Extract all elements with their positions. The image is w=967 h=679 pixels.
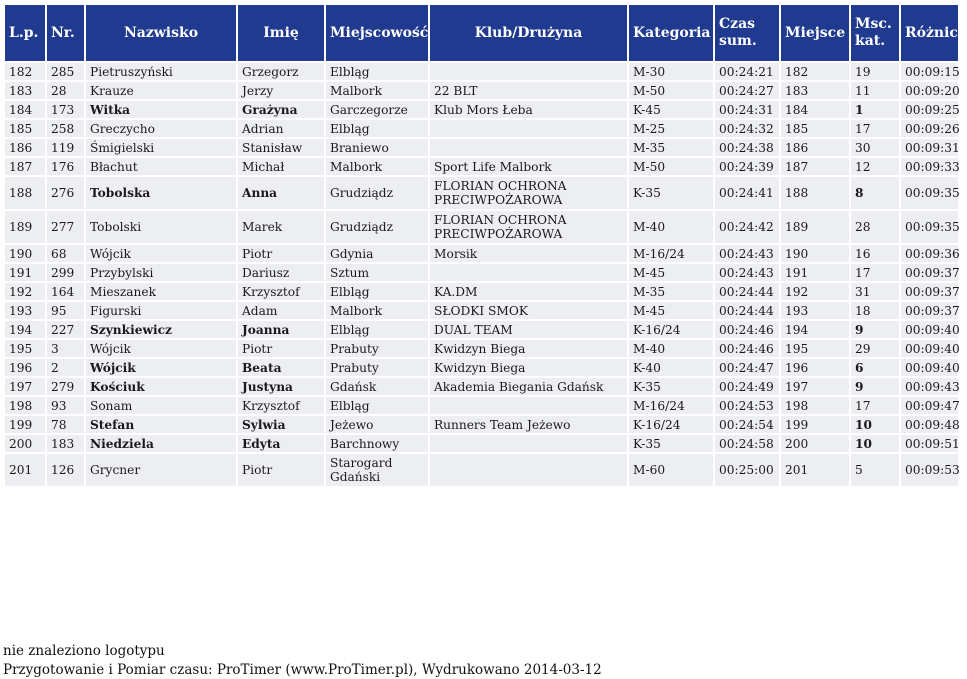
cell-kat: M-60 [629, 454, 713, 486]
cell-klub: 22 BLT [430, 82, 627, 99]
cell-roznica: 00:09:40 [901, 321, 958, 338]
cell-lp: 197 [5, 378, 45, 395]
cell-czas: 00:24:44 [715, 302, 779, 319]
cell-kat: M-16/24 [629, 397, 713, 414]
cell-miejscowosc: Gdynia [326, 245, 428, 262]
cell-imie: Beata [238, 359, 324, 376]
cell-miejscowosc: Elbląg [326, 321, 428, 338]
table-row [5, 435, 958, 452]
cell-miejsce: 192 [781, 283, 849, 300]
cell-nr: 2 [47, 359, 84, 376]
cell-lp: 194 [5, 321, 45, 338]
cell-nazwisko: Figurski [86, 302, 236, 319]
cell-imie: Dariusz [238, 264, 324, 281]
cell-miejscowosc: Grudziądz [326, 177, 428, 209]
cell-miejscowosc: Gdańsk [326, 378, 428, 395]
table-row [5, 321, 958, 338]
cell-czas: 00:24:43 [715, 264, 779, 281]
cell-imie: Krzysztof [238, 283, 324, 300]
table-row [5, 211, 958, 243]
cell-miejsce: 186 [781, 139, 849, 156]
cell-nazwisko: Pietruszyński [86, 63, 236, 80]
cell-miejscowosc: Jeżewo [326, 416, 428, 433]
cell-roznica: 00:09:37 [901, 283, 958, 300]
cell-imie: Piotr [238, 245, 324, 262]
header-imie: Imię [238, 5, 324, 61]
cell-imie: Stanisław [238, 139, 324, 156]
cell-nr: 126 [47, 454, 84, 486]
cell-roznica: 00:09:43 [901, 378, 958, 395]
cell-czas: 00:24:31 [715, 101, 779, 118]
table-row [5, 302, 958, 319]
cell-roznica: 00:09:51 [901, 435, 958, 452]
cell-miejscowosc: Barchnowy [326, 435, 428, 452]
cell-msckat: 18 [851, 302, 899, 319]
results-body [5, 63, 958, 486]
cell-kat: M-40 [629, 211, 713, 243]
header-lp: L.p. [5, 5, 45, 61]
cell-imie: Joanna [238, 321, 324, 338]
header-klub: Klub/Drużyna [430, 5, 627, 61]
cell-kat: M-35 [629, 283, 713, 300]
cell-czas: 00:24:44 [715, 283, 779, 300]
cell-miejsce: 194 [781, 321, 849, 338]
cell-czas: 00:24:49 [715, 378, 779, 395]
cell-kat: M-30 [629, 63, 713, 80]
cell-roznica: 00:09:26 [901, 120, 958, 137]
cell-nazwisko: Niedziela [86, 435, 236, 452]
table-row [5, 63, 958, 80]
cell-miejsce: 196 [781, 359, 849, 376]
cell-nazwisko: Krauze [86, 82, 236, 99]
cell-miejsce: 188 [781, 177, 849, 209]
cell-imie: Adam [238, 302, 324, 319]
cell-kat: M-50 [629, 82, 713, 99]
cell-kat: K-35 [629, 177, 713, 209]
cell-roznica: 00:09:37 [901, 264, 958, 281]
cell-lp: 193 [5, 302, 45, 319]
cell-lp: 195 [5, 340, 45, 357]
cell-nr: 276 [47, 177, 84, 209]
cell-czas: 00:24:41 [715, 177, 779, 209]
cell-nazwisko: Wójcik [86, 340, 236, 357]
cell-klub: Sport Life Malbork [430, 158, 627, 175]
logo-note: nie znaleziono logotypu [3, 643, 165, 659]
cell-msckat: 6 [851, 359, 899, 376]
cell-miejscowosc: Sztum [326, 264, 428, 281]
cell-imie: Marek [238, 211, 324, 243]
cell-klub: DUAL TEAM [430, 321, 627, 338]
cell-lp: 183 [5, 82, 45, 99]
cell-roznica: 00:09:40 [901, 340, 958, 357]
cell-miejscowosc: Grudziądz [326, 211, 428, 243]
cell-czas: 00:24:39 [715, 158, 779, 175]
cell-miejsce: 183 [781, 82, 849, 99]
cell-msckat: 29 [851, 340, 899, 357]
cell-roznica: 00:09:31 [901, 139, 958, 156]
cell-klub: FLORIAN OCHRONA PRECIWPOŻAROWA [430, 211, 627, 243]
cell-msckat: 5 [851, 454, 899, 486]
cell-miejscowosc: Garczegorze [326, 101, 428, 118]
cell-miejscowosc: Prabuty [326, 359, 428, 376]
cell-msckat: 10 [851, 435, 899, 452]
cell-kat: K-35 [629, 435, 713, 452]
cell-roznica: 00:09:36 [901, 245, 958, 262]
cell-nr: 173 [47, 101, 84, 118]
cell-nr: 285 [47, 63, 84, 80]
cell-roznica: 00:09:35 [901, 177, 958, 209]
cell-imie: Anna [238, 177, 324, 209]
cell-czas: 00:24:21 [715, 63, 779, 80]
cell-klub [430, 120, 627, 137]
header-nazwisko: Nazwisko [86, 5, 236, 61]
table-row [5, 177, 958, 209]
header-miejsce: Miejsce [781, 5, 849, 61]
cell-msckat: 17 [851, 264, 899, 281]
cell-klub [430, 63, 627, 80]
cell-roznica: 00:09:35 [901, 211, 958, 243]
table-row [5, 340, 958, 357]
cell-klub: Klub Mors Łeba [430, 101, 627, 118]
cell-roznica: 00:09:33 [901, 158, 958, 175]
cell-klub [430, 435, 627, 452]
cell-czas: 00:24:27 [715, 82, 779, 99]
cell-imie: Sylwia [238, 416, 324, 433]
table-row [5, 264, 958, 281]
cell-msckat: 30 [851, 139, 899, 156]
cell-lp: 198 [5, 397, 45, 414]
cell-nr: 78 [47, 416, 84, 433]
cell-nazwisko: Kościuk [86, 378, 236, 395]
cell-lp: 190 [5, 245, 45, 262]
cell-roznica: 00:09:20 [901, 82, 958, 99]
cell-klub [430, 397, 627, 414]
cell-czas: 00:24:46 [715, 321, 779, 338]
header-kategoria: Kategoria [629, 5, 713, 61]
cell-nr: 277 [47, 211, 84, 243]
cell-msckat: 28 [851, 211, 899, 243]
cell-klub: FLORIAN OCHRONA PRECIWPOŻAROWA [430, 177, 627, 209]
cell-miejsce: 184 [781, 101, 849, 118]
cell-kat: K-16/24 [629, 416, 713, 433]
header-miejscowosc: Miejscowość [326, 5, 428, 61]
header-row [5, 5, 958, 61]
cell-roznica: 00:09:25 [901, 101, 958, 118]
cell-miejsce: 187 [781, 158, 849, 175]
cell-msckat: 9 [851, 378, 899, 395]
cell-kat: M-50 [629, 158, 713, 175]
cell-klub: KA.DM [430, 283, 627, 300]
cell-czas: 00:24:58 [715, 435, 779, 452]
cell-kat: K-16/24 [629, 321, 713, 338]
cell-nr: 3 [47, 340, 84, 357]
cell-nazwisko: Tobolski [86, 211, 236, 243]
cell-lp: 187 [5, 158, 45, 175]
cell-nazwisko: Szynkiewicz [86, 321, 236, 338]
header-nr: Nr. [47, 5, 84, 61]
footer-credits: Przygotowanie i Pomiar czasu: ProTimer (www.ProTimer.pl), Wydrukowano 2014-03-12 [3, 662, 602, 678]
cell-klub: Kwidzyn Biega [430, 359, 627, 376]
cell-nazwisko: Wójcik [86, 359, 236, 376]
header-msc-kat: Msc. kat. [851, 5, 899, 61]
cell-msckat: 8 [851, 177, 899, 209]
cell-klub: Runners Team Jeżewo [430, 416, 627, 433]
cell-czas: 00:25:00 [715, 454, 779, 486]
cell-imie: Grażyna [238, 101, 324, 118]
cell-lp: 191 [5, 264, 45, 281]
cell-imie: Justyna [238, 378, 324, 395]
cell-lp: 192 [5, 283, 45, 300]
cell-miejsce: 197 [781, 378, 849, 395]
cell-nazwisko: Mieszanek [86, 283, 236, 300]
cell-nazwisko: Śmigielski [86, 139, 236, 156]
cell-nr: 28 [47, 82, 84, 99]
cell-msckat: 10 [851, 416, 899, 433]
cell-msckat: 16 [851, 245, 899, 262]
cell-roznica: 00:09:47 [901, 397, 958, 414]
cell-klub: Kwidzyn Biega [430, 340, 627, 357]
table-row [5, 378, 958, 395]
cell-roznica: 00:09:48 [901, 416, 958, 433]
cell-czas: 00:24:53 [715, 397, 779, 414]
cell-imie: Adrian [238, 120, 324, 137]
cell-msckat: 11 [851, 82, 899, 99]
cell-miejscowosc: Elbląg [326, 63, 428, 80]
cell-roznica: 00:09:37 [901, 302, 958, 319]
cell-roznica: 00:09:40 [901, 359, 958, 376]
cell-kat: M-25 [629, 120, 713, 137]
cell-lp: 199 [5, 416, 45, 433]
cell-kat: K-40 [629, 359, 713, 376]
cell-miejsce: 198 [781, 397, 849, 414]
cell-nazwisko: Tobolska [86, 177, 236, 209]
cell-kat: M-35 [629, 139, 713, 156]
cell-imie: Michał [238, 158, 324, 175]
cell-imie: Edyta [238, 435, 324, 452]
cell-miejsce: 189 [781, 211, 849, 243]
cell-klub [430, 264, 627, 281]
cell-kat: M-45 [629, 264, 713, 281]
cell-kat: K-35 [629, 378, 713, 395]
cell-miejscowosc: Braniewo [326, 139, 428, 156]
cell-roznica: 00:09:53 [901, 454, 958, 486]
cell-nr: 183 [47, 435, 84, 452]
cell-miejscowosc: Malbork [326, 302, 428, 319]
cell-czas: 00:24:32 [715, 120, 779, 137]
cell-miejscowosc: Elbląg [326, 397, 428, 414]
results-table [3, 3, 967, 488]
cell-miejscowosc: Prabuty [326, 340, 428, 357]
cell-czas: 00:24:47 [715, 359, 779, 376]
table-row [5, 359, 958, 376]
cell-nazwisko: Wójcik [86, 245, 236, 262]
cell-nazwisko: Grycner [86, 454, 236, 486]
table-row [5, 416, 958, 433]
cell-miejsce: 199 [781, 416, 849, 433]
cell-czas: 00:24:43 [715, 245, 779, 262]
cell-miejsce: 182 [781, 63, 849, 80]
cell-nazwisko: Przybylski [86, 264, 236, 281]
cell-klub: SŁODKI SMOK [430, 302, 627, 319]
cell-lp: 185 [5, 120, 45, 137]
cell-nr: 279 [47, 378, 84, 395]
cell-miejsce: 201 [781, 454, 849, 486]
cell-msckat: 19 [851, 63, 899, 80]
cell-klub [430, 139, 627, 156]
cell-imie: Jerzy [238, 82, 324, 99]
cell-nr: 227 [47, 321, 84, 338]
cell-miejsce: 193 [781, 302, 849, 319]
cell-lp: 200 [5, 435, 45, 452]
cell-klub: Akademia Biegania Gdańsk [430, 378, 627, 395]
header-roznica: Różnica [901, 5, 958, 61]
cell-miejsce: 195 [781, 340, 849, 357]
cell-imie: Piotr [238, 454, 324, 486]
cell-nr: 93 [47, 397, 84, 414]
cell-msckat: 17 [851, 120, 899, 137]
cell-lp: 188 [5, 177, 45, 209]
cell-nr: 164 [47, 283, 84, 300]
cell-nazwisko: Stefan [86, 416, 236, 433]
cell-nr: 119 [47, 139, 84, 156]
cell-nr: 68 [47, 245, 84, 262]
cell-msckat: 1 [851, 101, 899, 118]
cell-lp: 196 [5, 359, 45, 376]
table-row [5, 101, 958, 118]
cell-miejsce: 185 [781, 120, 849, 137]
table-row [5, 82, 958, 99]
cell-czas: 00:24:54 [715, 416, 779, 433]
cell-lp: 186 [5, 139, 45, 156]
cell-miejscowosc: Elbląg [326, 283, 428, 300]
cell-klub [430, 454, 627, 486]
cell-kat: M-16/24 [629, 245, 713, 262]
cell-klub: Morsik [430, 245, 627, 262]
cell-nazwisko: Sonam [86, 397, 236, 414]
cell-lp: 182 [5, 63, 45, 80]
header-czas: Czas sum. [715, 5, 779, 61]
cell-msckat: 12 [851, 158, 899, 175]
cell-nazwisko: Witka [86, 101, 236, 118]
table-row [5, 283, 958, 300]
table-row [5, 158, 958, 175]
cell-miejsce: 191 [781, 264, 849, 281]
cell-kat: M-40 [629, 340, 713, 357]
table-row [5, 397, 958, 414]
table-row [5, 139, 958, 156]
table-row [5, 454, 958, 486]
cell-msckat: 31 [851, 283, 899, 300]
cell-msckat: 9 [851, 321, 899, 338]
cell-czas: 00:24:46 [715, 340, 779, 357]
cell-imie: Krzysztof [238, 397, 324, 414]
cell-roznica: 00:09:15 [901, 63, 958, 80]
cell-miejscowosc: Malbork [326, 82, 428, 99]
cell-nazwisko: Greczycho [86, 120, 236, 137]
cell-kat: K-45 [629, 101, 713, 118]
cell-msckat: 17 [851, 397, 899, 414]
cell-miejscowosc: Starogard Gdański [326, 454, 428, 486]
cell-lp: 184 [5, 101, 45, 118]
cell-miejsce: 200 [781, 435, 849, 452]
cell-nr: 299 [47, 264, 84, 281]
cell-czas: 00:24:42 [715, 211, 779, 243]
cell-nr: 95 [47, 302, 84, 319]
table-row [5, 120, 958, 137]
cell-miejscowosc: Elbląg [326, 120, 428, 137]
cell-nr: 176 [47, 158, 84, 175]
cell-miejsce: 190 [781, 245, 849, 262]
cell-czas: 00:24:38 [715, 139, 779, 156]
cell-miejscowosc: Malbork [326, 158, 428, 175]
cell-nazwisko: Błachut [86, 158, 236, 175]
cell-lp: 201 [5, 454, 45, 486]
cell-kat: M-45 [629, 302, 713, 319]
table-row [5, 245, 958, 262]
cell-nr: 258 [47, 120, 84, 137]
cell-lp: 189 [5, 211, 45, 243]
cell-imie: Grzegorz [238, 63, 324, 80]
cell-imie: Piotr [238, 340, 324, 357]
